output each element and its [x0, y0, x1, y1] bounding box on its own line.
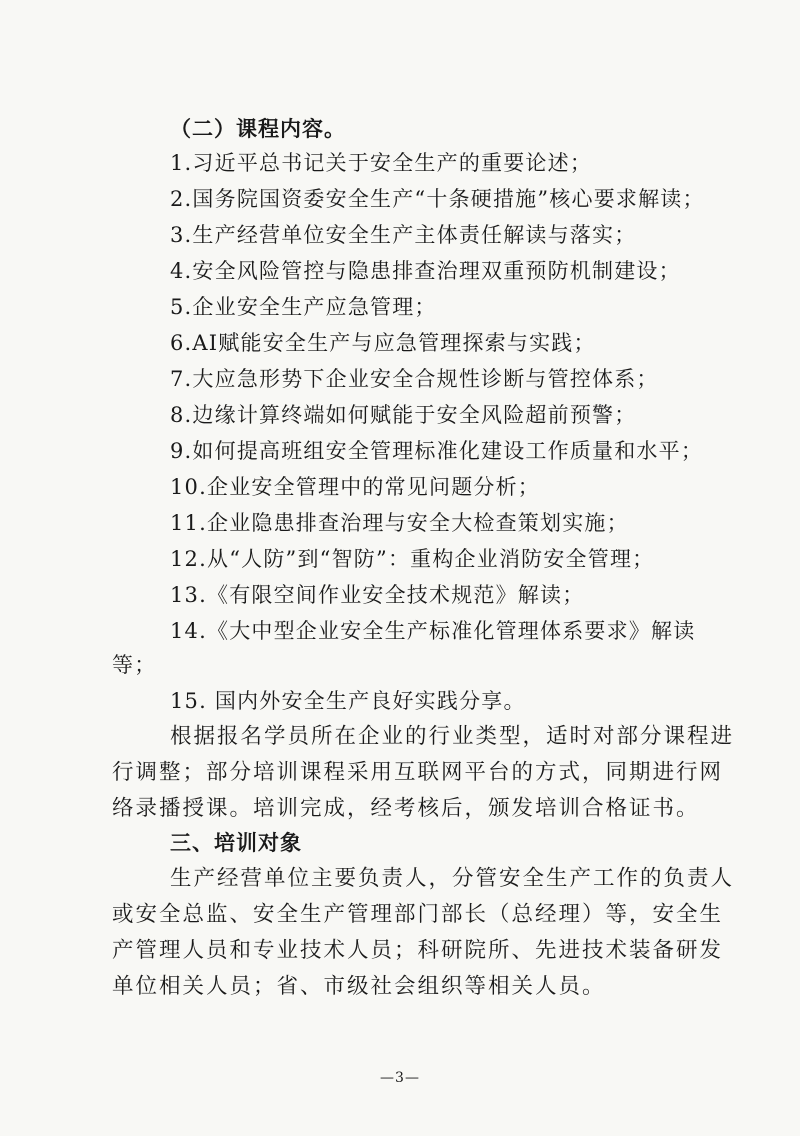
course-item: 11.企业隐患排查治理与安全大检查策划实施；: [170, 511, 629, 535]
course-item: 14.《大中型企业安全生产标准化管理体系要求》解读: [170, 619, 696, 643]
course-content-heading: （二）课程内容。: [170, 117, 346, 141]
course-item: 6.AI赋能安全生产与应急管理探索与实践；: [170, 331, 596, 355]
course-item: 7.大应急形势下企业安全合规性诊断与管控体系；: [170, 367, 659, 391]
training-target-line: 或安全总监、安全生产管理部门部长（总经理）等，安全生: [112, 902, 724, 927]
training-target-line: 生产经营单位主要负责人，分管安全生产工作的负责人: [170, 866, 735, 891]
course-item: 4.安全风险管控与隐患排查治理双重预防机制建设；: [170, 259, 681, 283]
course-item: 8.边缘计算终端如何赋能于安全风险超前预警；: [170, 403, 637, 427]
course-item: 10.企业安全管理中的常见问题分析；: [170, 475, 540, 499]
page-number: —3—: [380, 1070, 420, 1086]
course-item: 2.国务院国资委安全生产“十条硬措施”核心要求解读；: [170, 187, 705, 211]
course-item: 5.企业安全生产应急管理；: [170, 295, 437, 319]
course-note-line: 根据报名学员所在企业的行业类型，适时对部分课程进: [170, 724, 735, 749]
course-item: 13.《有限空间作业安全技术规范》解读；: [170, 583, 585, 607]
course-item-continuation: 等；: [112, 653, 157, 677]
course-note-line: 络录播授课。培训完成，经考核后，颁发培训合格证书。: [112, 796, 700, 821]
course-item: 12.从“人防”到“智防”：重构企业消防安全管理；: [170, 547, 655, 571]
course-item: 1.习近平总书记关于安全生产的重要论述；: [170, 151, 593, 175]
course-note-line: 行调整；部分培训课程采用互联网平台的方式，同期进行网: [112, 760, 724, 785]
training-target-line: 产管理人员和专业技术人员；科研院所、先进技术装备研发: [112, 938, 724, 963]
training-target-heading: 三、培训对象: [170, 831, 302, 855]
course-item: 15. 国内外安全生产良好实践分享。: [170, 689, 526, 713]
course-item: 3.生产经营单位安全生产主体责任解读与落实；: [170, 223, 637, 247]
course-item: 9.如何提高班组安全管理标准化建设工作质量和水平；: [170, 439, 704, 463]
training-target-line: 单位相关人员；省、市级社会组织等相关人员。: [112, 974, 606, 999]
